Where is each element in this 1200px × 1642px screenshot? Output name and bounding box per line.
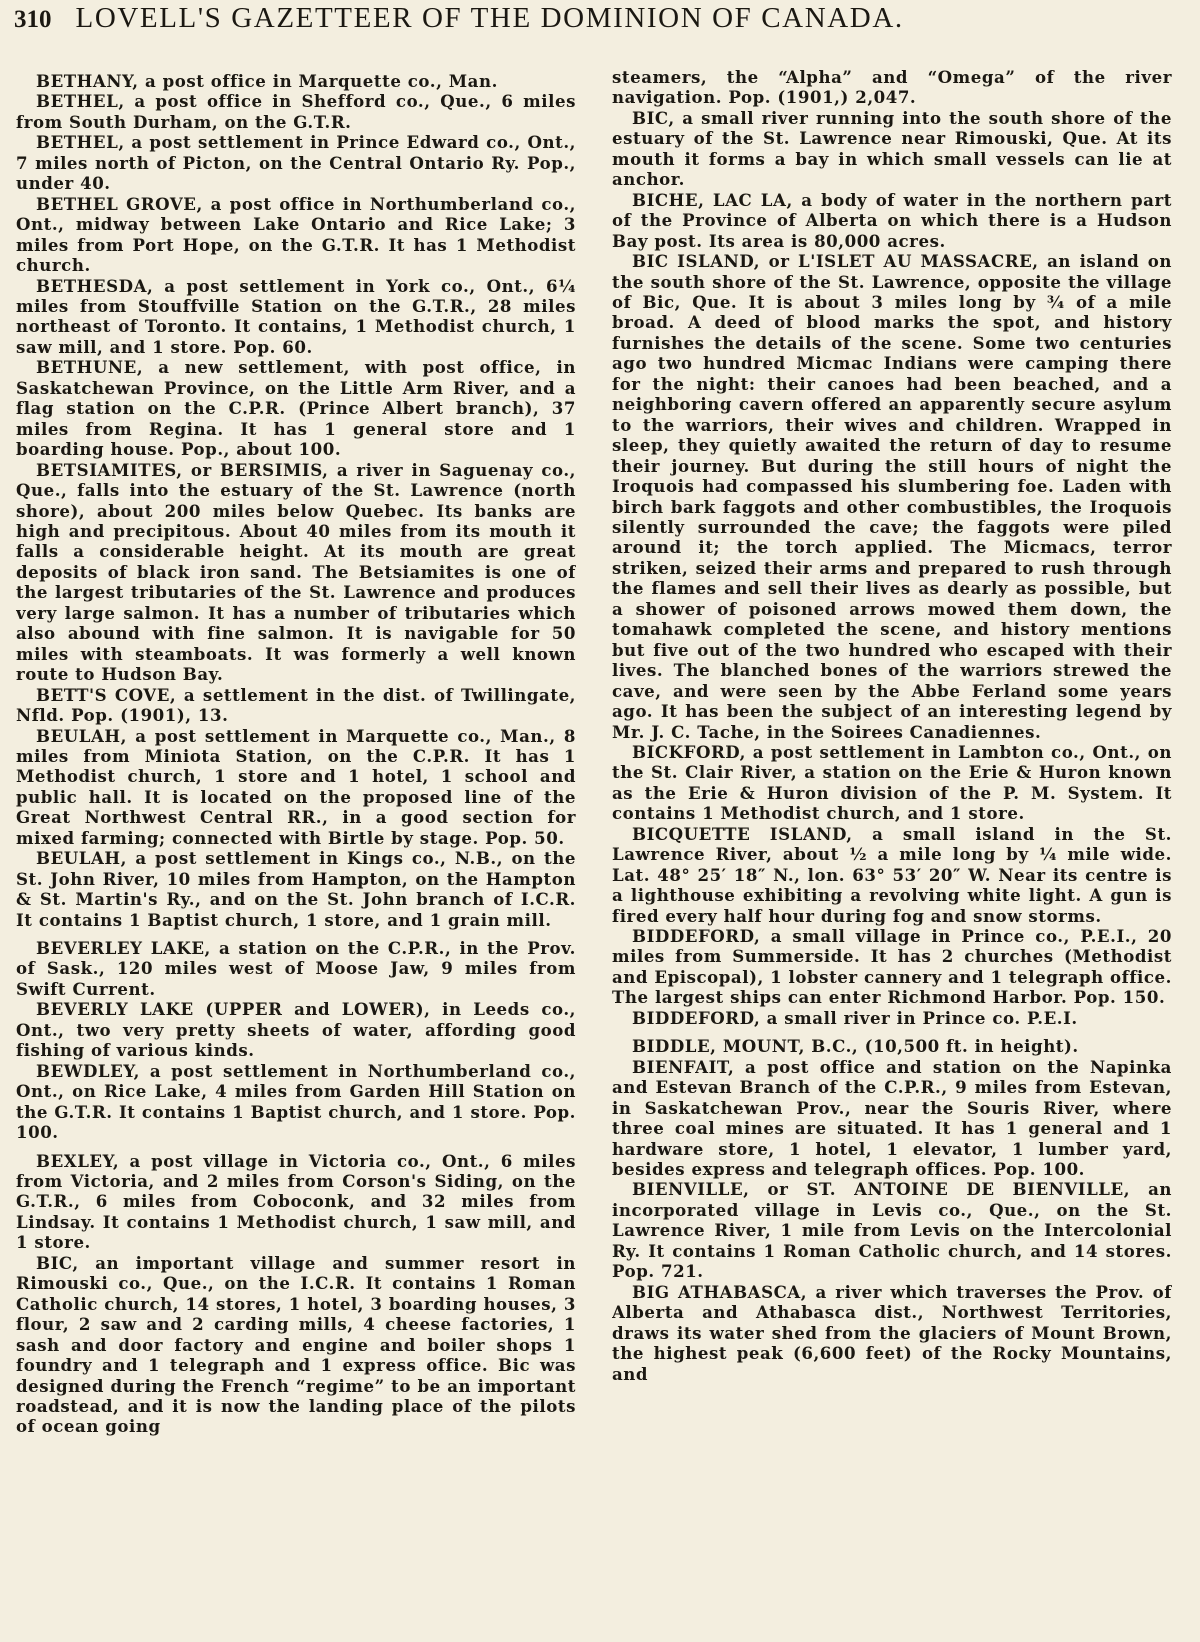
gazetteer-entry: BEWDLEY, a post settlement in Northumberland co., Ont., on Rice Lake, 4 miles from Garden Hill Station on the G.T.R. It contains 1 Baptist church, and 1 store. Pop. 100. [16, 1060, 576, 1143]
gazetteer-entry: BIDDEFORD, a small village in Prince co., P.E.I., 20 miles from Summerside. It has 2 churches (Methodist and Episcopal), 1 lobster cannery and 1 telegraph office. The largest ships can enter Richmond Harbor. Pop. 150. [612, 926, 1172, 1008]
gazetteer-entry: BIDDEFORD, a small river in Prince co. P.E.I. [632, 1007, 1078, 1028]
gazetteer-entry: steamers, the “Alpha” and “Omega” of the river navigation. Pop. (1901,) 2,047. [612, 67, 1172, 108]
gazetteer-entry: BIC, an important village and summer resort in Rimouski co., Que., on the I.C.R. It contains 1 Roman Catholic church, 14 stores, 1 hotel, 3 boarding houses, 3 flour, 2 saw and 2 carding mills, 4 cheese factories, 1 sash and door factory and engine and boiler shops 1 foundry and 1 telegraph and 1 express office. Bic was designed during the French “regime” to be an important roadstead, and it is now the landing place of the pilots of ocean going [16, 1252, 576, 1437]
gazetteer-entry: BETHUNE, a new settlement, with post office, in Saskatchewan Province, on the Little Arm River, and a flag station on the C.P.R. (Prince Albert branch), 37 miles from Regina. It has 1 general store and 1 boarding house. Pop., about 100. [16, 357, 576, 460]
gazetteer-entry: BETT'S COVE, a settlement in the dist. of Twillingate, Nfld. Pop. (1901), 13. [16, 684, 576, 726]
page-header [14, 2, 1180, 42]
gazetteer-entry: BEVERLEY LAKE, a station on the C.P.R., in the Prov. of Sask., 120 miles west of Moose Jaw, 9 miles from Swift Current. [16, 938, 576, 999]
gazetteer-entry: BICHE, LAC LA, a body of water in the northern part of the Province of Alberta on which there is a Hudson Bay post. Its area is 80,000 acres. [612, 189, 1172, 251]
right-column [612, 67, 1172, 1632]
gazetteer-entry: BIENFAIT, a post office and station on the Napinka and Estevan Branch of the C.P.R., 9 miles from Estevan, in Saskatchewan Prov., near the Souris River, where three coal mines are situated. It has 1 general and 1 hardware store, 1 hotel, 1 elevator, 1 lumber yard, besides express and telegraph offices. Pop. 100. [612, 1056, 1172, 1180]
gazetteer-entry: BIDDLE, MOUNT, B.C., (10,500 ft. in height). [632, 1036, 1079, 1057]
gazetteer-entry: BETHEL GROVE, a post office in Northumberland co., Ont., midway between Lake Ontario and Rice Lake; 3 miles from Port Hope, on the G.T.R. It has 1 Methodist church. [16, 193, 576, 276]
gazetteer-entry: BIC ISLAND, or L'ISLET AU MASSACRE, an island on the south shore of the St. Lawrence, opposite the village of Bic, Que. It is about 3 miles long by ¾ of a mile broad. A deed of blood marks the spot, and history furnishes the details of the scene. Some two centuries ago two hundred Micmac Indians were camping there for the night: their canoes had been beached, and a neighboring cavern offered an apparently secure asylum to the warriors, their wives and children. Wrapped in sleep, they quietly awaited the return of day to resume their journey. But during the still hours of night the Iroquois had compassed his slumbering foe. Laden with birch bark faggots and other combustibles, the Iroquois silently surrounded the cave; the faggots were piled around it; the torch applied. The Micmacs, terror striken, seized their arms and prepared to rush through the flames and sell their lives as dearly as possible, but a shower of poisoned arrows mowed them down, the tomahawk completed the scene, and history mentions but five out of the two hundred who escaped with their lives. The blanched bones of the warriors strewed the cave, and were seen by the Abbe Ferland some years ago. It has been the subject of an interesting legend by Mr. J. C. Tache, in the Soirees Canadiennes. [612, 251, 1172, 742]
left-column [16, 71, 576, 1636]
gazetteer-entry: BIENVILLE, or ST. ANTOINE DE BIENVILLE, an incorporated village in Levis co., Que., on the St. Lawrence River, 1 mile from Levis on the Intercolonial Ry. It contains 1 Roman Catholic church, and 14 stores. Pop. 721. [612, 1179, 1172, 1282]
gazetteer-entry: BETHANY, a post office in Marquette co., Man. [36, 71, 498, 91]
gazetteer-entry: BEVERLY LAKE (UPPER and LOWER), in Leeds co., Ont., two very pretty sheets of water, affording good fishing of various kinds. [16, 999, 576, 1061]
gazetteer-entry: BEULAH, a post settlement in Kings co., N.B., on the St. John River, 10 miles from Hampton, on the Hampton & St. Martin's Ry., and on the St. John branch of I.C.R. It contains 1 Baptist church, 1 store, and 1 grain mill. [16, 848, 576, 930]
gazetteer-entry: BIC, a small river running into the south shore of the estuary of the St. Lawrence near Rimouski, Que. At its mouth it forms a bay in which small vessels can lie at anchor. [612, 107, 1172, 190]
gazetteer-entry: BETHEL, a post settlement in Prince Edward co., Ont., 7 miles north of Picton, on the Central Ontario Ry. Pop., under 40. [16, 132, 576, 194]
gazetteer-entry: BETHESDA, a post settlement in York co., Ont., 6¼ miles from Stouffville Station on the G.T.R., 28 miles northeast of Toronto. It contains, 1 Methodist church, 1 saw mill, and 1 store. Pop. 60. [16, 275, 576, 357]
page-number: 310 [14, 6, 52, 33]
gazetteer-entry: BETHEL, a post office in Shefford co., Que., 6 miles from South Durham, on the G.T.R. [16, 91, 576, 132]
gazetteer-entry: BETSIAMITES, or BERSIMIS, a river in Saguenay co., Que., falls into the estuary of the St. Lawrence (north shore), about 200 miles below Quebec. Its banks are high and precipitous. About 40 miles from its mouth it falls a considerable height. At its mouth are great deposits of black iron sand. The Betsiamites is one of the largest tributaries of the St. Lawrence and produces very large salmon. It has a number of tributaries which also abound with fine salmon. It is navigable for 50 miles with steamboats. It was formerly a well known route to Hudson Bay. [16, 459, 576, 685]
gazetteer-entry: BEXLEY, a post village in Victoria co., Ont., 6 miles from Victoria, and 2 miles from Corson's Siding, on the G.T.R., 6 miles from Coboconk, and 32 miles from Lindsay. It contains 1 Methodist church, 1 saw mill, and 1 store. [16, 1150, 576, 1253]
gazetteer-entry: BIG ATHABASCA, a river which traverses the Prov. of Alberta and Athabasca dist., Northwest Territories, draws its water shed from the glaciers of Mount Brown, the highest peak (6,600 feet) of the Rocky Mountains, and [612, 1281, 1172, 1384]
gazetteer-entry: BICQUETTE ISLAND, a small island in the St. Lawrence River, about ½ a mile long by ¼ mile wide. Lat. 48° 25′ 18″ N., lon. 63° 53′ 20″ W. Near its centre is a lighthouse exhibiting a revolving white light. A gun is fired every half hour during fog and snow storms. [612, 823, 1172, 926]
gazetteer-entry: BICKFORD, a post settlement in Lambton co., Ont., on the St. Clair River, a station on the Erie & Huron known as the Erie & Huron division of the P. M. System. It contains 1 Methodist church, and 1 store. [612, 741, 1172, 824]
running-title: LOVELL'S GAZETTEER OF THE DOMINION OF CANADA. [75, 2, 904, 34]
gazetteer-entry: BEULAH, a post settlement in Marquette co., Man., 8 miles from Miniota Station, on the C.P.R. It has 1 Methodist church, 1 store and 1 hotel, 1 school and public hall. It is located on the proposed line of the Great Northwest Central RR., in a good section for mixed farming; connected with Birtle by stage. Pop. 50. [16, 725, 576, 848]
